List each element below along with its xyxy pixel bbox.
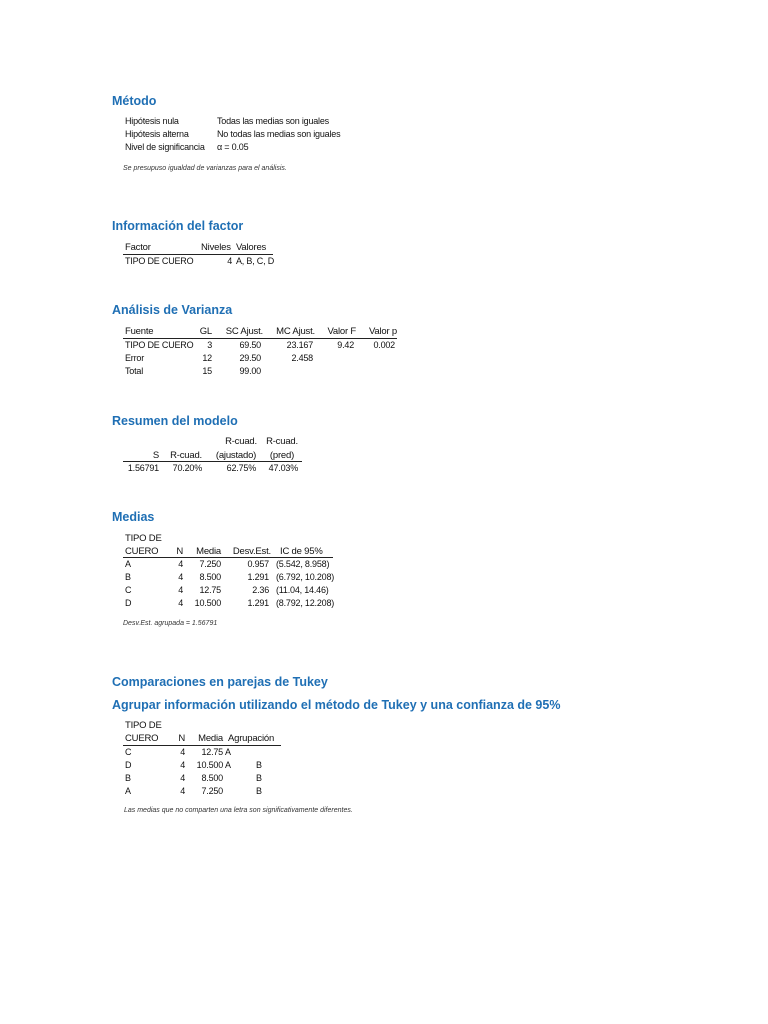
tukey-cell-grupo-b: B [256,786,262,796]
medias-header-rule [123,557,333,558]
medias-cell-cuero: C [125,585,132,595]
medias-cell-cuero: D [125,598,132,608]
tukey-cell-cuero: B [125,773,131,783]
medias-cell-n: 4 [178,572,183,582]
anova-cell-fuente: Error [125,353,144,363]
tukey-title: Comparaciones en parejas de Tukey [112,675,328,689]
tukey-cell-cuero: D [125,760,132,770]
tukey-subtitle: Agrupar información utilizando el método de Tukey y una confianza de 95% [112,698,561,712]
resumen-cell-radj: 62.75% [226,463,256,473]
medias-cell-desv: 1.291 [247,572,269,582]
medias-cell-ic: (8.792, 12.208) [276,598,335,608]
tukey-cell-media: 12.75 [201,747,223,757]
metodo-note: Se presupuso igualdad de varianzas para el análisis. [123,165,287,172]
medias-cell-cuero: B [125,572,131,582]
tukey-cell-grupo-b: B [256,773,262,783]
metodo-title: Método [112,94,157,108]
factor-header-factor: Factor [125,242,151,253]
medias-cell-media: 8.500 [199,572,221,582]
tukey-cell-n: 4 [180,773,185,783]
anova-cell-fuente: TIPO DE CUERO [125,340,194,350]
medias-header-n: N [176,546,183,557]
tukey-cell-grupo-a: A [225,747,231,757]
tukey-note: Las medias que no comparten una letra son significativamente diferentes. [124,807,353,814]
metodo-value-nula: Todas las medias son iguales [217,116,329,126]
medias-cell-desv: 1.291 [247,598,269,608]
anova-cell-sc: 69.50 [239,340,261,350]
anova-cell-mc: 2.458 [291,353,313,363]
anova-header-mc: MC Ajust. [276,326,315,337]
tukey-cell-n: 4 [180,760,185,770]
anova-cell-sc: 99.00 [239,366,261,376]
tukey-cell-grupo-a: A [225,760,231,770]
anova-header-sc: SC Ajust. [225,326,263,337]
anova-header-valorf: Valor F [327,326,356,337]
resumen-header-rcuad: R-cuad. [170,450,202,461]
resumen-header-top-rpred: R-cuad. [266,436,298,447]
factor-title: Información del factor [112,219,244,233]
resumen-cell-rcuad: 70.20% [172,463,202,473]
resumen-header-rpred: (pred) [269,450,295,461]
factor-header-niveles: Niveles [201,242,231,253]
tukey-cell-n: 4 [180,786,185,796]
medias-title: Medias [112,510,155,524]
medias-cell-media: 7.250 [199,559,221,569]
medias-header-cuero: CUERO [125,546,159,557]
tukey-cell-n: 4 [180,747,185,757]
tukey-cell-media: 7.250 [201,786,223,796]
tukey-header-rule [123,745,281,746]
resumen-header-s: S [152,450,159,461]
tukey-cell-media: 10.500 [196,760,223,770]
anova-cell-valorf: 9.42 [337,340,354,350]
medias-note: Desv.Est. agrupada = 1.56791 [123,620,218,627]
tukey-header-agrupacion: Agrupación [228,733,275,744]
factor-header-valores: Valores [236,242,267,253]
medias-cell-ic: (5.542, 8.958) [276,559,330,569]
metodo-label-significancia: Nivel de significancia [125,142,205,152]
metodo-value-alterna: No todas las medias son iguales [217,129,341,139]
factor-cell-factor: TIPO DE CUERO [125,256,194,266]
anova-cell-sc: 29.50 [239,353,261,363]
medias-cell-ic: (11.04, 14.46) [276,585,329,595]
anova-cell-gl: 3 [207,340,212,350]
resumen-title: Resumen del modelo [112,414,238,428]
resumen-header-radj: (ajustado) [215,450,257,461]
tukey-header-top: TIPO DE [125,720,162,731]
factor-cell-valores: A, B, C, D [236,256,275,266]
tukey-cell-cuero: C [125,747,132,757]
resumen-header-rule [123,461,302,462]
medias-cell-cuero: A [125,559,131,569]
anova-cell-mc: 23.167 [286,340,313,350]
factor-cell-niveles: 4 [227,256,232,266]
resumen-cell-s: 1.56791 [127,463,159,473]
tukey-header-cuero: CUERO [125,733,159,744]
tukey-cell-grupo-b: B [256,760,262,770]
metodo-label-nula: Hipótesis nula [125,116,179,126]
anova-cell-valorp: 0.002 [373,340,395,350]
medias-header-ic: IC de 95% [280,546,323,557]
medias-cell-n: 4 [178,559,183,569]
anova-header-fuente: Fuente [125,326,154,337]
medias-cell-desv: 2.36 [252,585,269,595]
medias-cell-media: 10.500 [194,598,221,608]
tukey-header-media: Media [198,733,223,744]
medias-header-top: TIPO DE [125,533,162,544]
medias-header-media: Media [196,546,221,557]
medias-cell-desv: 0.957 [247,559,269,569]
anova-cell-gl: 12 [202,353,212,363]
metodo-value-significancia: α = 0.05 [217,142,249,152]
resumen-cell-rpred: 47.03% [268,463,298,473]
medias-cell-n: 4 [178,598,183,608]
medias-cell-n: 4 [178,585,183,595]
anova-header-gl: GL [199,326,212,337]
anova-header-valorp: Valor p [369,326,397,337]
tukey-header-n: N [178,733,185,744]
tukey-cell-cuero: A [125,786,131,796]
anova-cell-gl: 15 [202,366,212,376]
anova-header-rule [123,338,397,339]
medias-cell-media: 12.75 [199,585,221,595]
factor-header-rule [123,254,273,255]
medias-header-desv: Desv.Est. [232,546,271,557]
medias-cell-ic: (6.792, 10.208) [276,572,335,582]
resumen-header-top-radj: R-cuad. [225,436,257,447]
metodo-label-alterna: Hipótesis alterna [125,129,189,139]
tukey-cell-media: 8.500 [201,773,223,783]
anova-cell-fuente: Total [125,366,144,376]
anova-title: Análisis de Varianza [112,303,233,317]
